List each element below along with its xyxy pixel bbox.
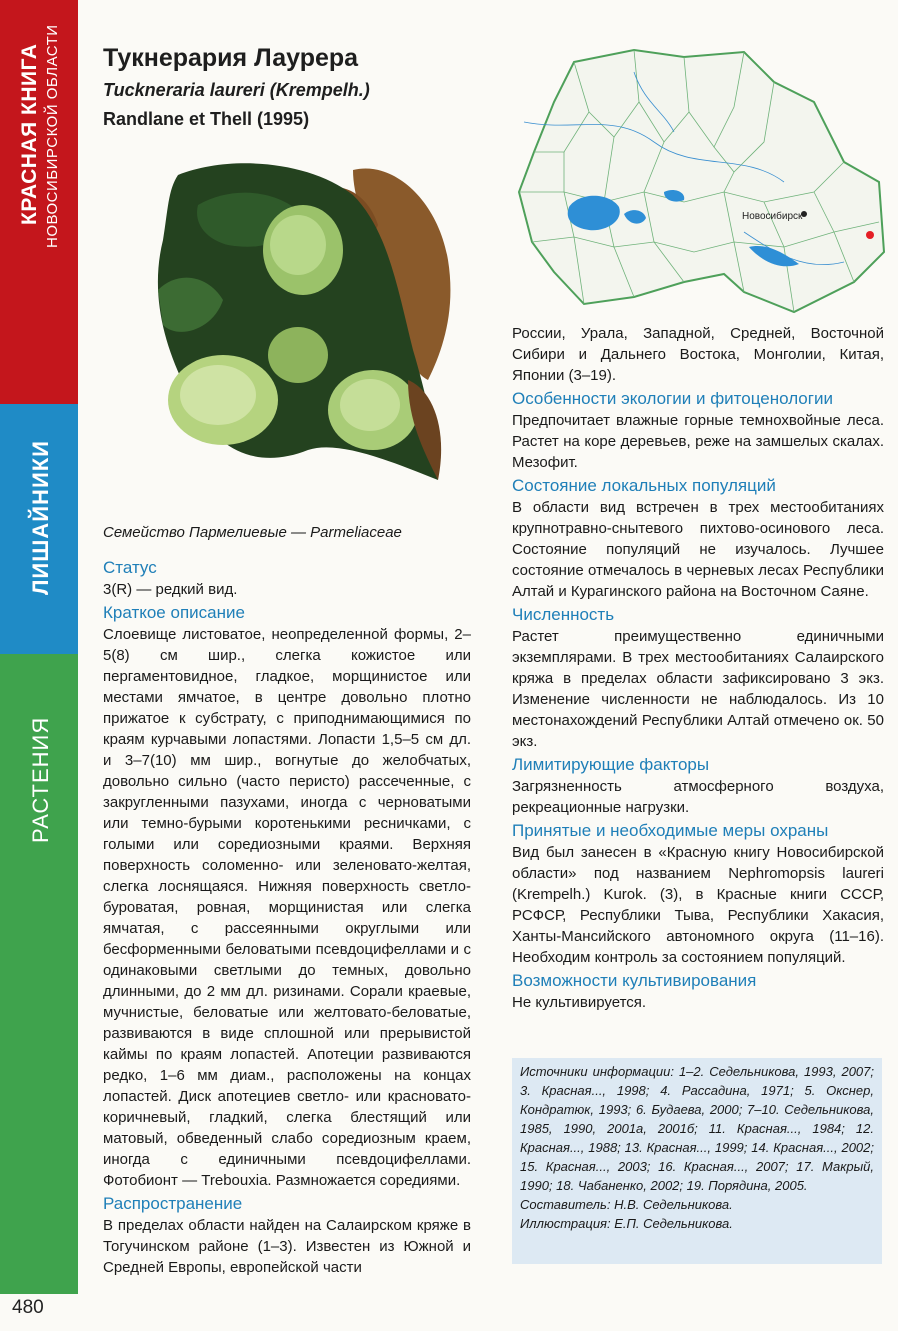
ecology-text: Предпочитает влажные горные темнохвойные леса. Растет на коре деревьев, реже на замшелых скалах. Мезофит. [512, 412, 884, 471]
sources-box [512, 1058, 882, 1264]
cultivation-heading: Возможности культивирования [512, 971, 757, 990]
description-text: Слоевище листоватое, неопределенной формы, 2–5(8) см шир., слегка кожистое или пергаментовидное, гладкое, морщинистое или местами ямчатое, в центре довольно плотно прижатое к субстрату, с приподнимающимися по краям курчавыми лопастями. Лопасти 1,5–5 см дл. и 3–7(10) мм шир., вогнутые до желобчатых, довольно сильно (часто перисто) рассеченные, с закругленными пазухами, иногда с черноватыми или темно-бурыми коротенькими ресничками, с голыми или соредиозными краями. Верхняя поверхность соломенно- или зеленовато-желтая, слегка лоснящаяся. Нижняя поверхность светло-буроватая, ровная, морщинистая или слегка ямчатая, с рассеянными округлыми или бесформенными беловатыми псевдоцифеллами и с одинаковыми светлыми до темных, довольно длинными, до 2 мм дл. ризинами. Сорали краевые, мучнистые, беловатые или желтовато-беловатые, развиваются в виде сплошной или прерывистой каймы по краям лопастей. Апотеции развиваются редко, 1–6 мм диам., расположены на концах лопастей. Диск апотециев светло- или красновато-коричневый, гладкий, слегка блестящий или матовый, обведенный слабо соредиозным краем, иногда с единичными псевдоцифеллами. Фотобионт — Trebouxia. Размножается соредиями. [103, 626, 471, 1189]
limiting-heading: Лимитирующие факторы [512, 755, 710, 774]
book-subtitle: НОВОСИБИРСКОЙ ОБЛАСТИ [44, 24, 61, 248]
page-number: 480 [12, 1297, 44, 1318]
section-plants: РАСТЕНИЯ [28, 716, 53, 843]
species-title-lat [103, 76, 370, 134]
illustrator-text: Иллюстрация: Е.П. Седельникова. [520, 1216, 733, 1231]
sources-text: Источники информации: 1–2. Седельникова, 1993, 2007; 3. Красная..., 1998; 4. Рассадина, 1971; 5. Окснер, Кондратюк, 1993; 6. Будаева, 2000; 7–10. Седельникова, 1985, 1990, 2001а, 2001б; 11. Красная..., 1984; 12. Красная..., 1988; 13. Красная..., 1999; 14. Красная..., 2002; 15. Красная..., 2003; 16. Красная..., 2007; 17. Макрый, 1990; 18. Чабаненко, 2002; 19. Порядина, 2005. [520, 1064, 874, 1193]
latin-name-line1: Tuckneraria laureri (Krempelh.) [103, 80, 370, 100]
abundance-heading: Численность [512, 605, 615, 624]
abundance-text: Растет преимущественно единичными экземплярами. В трех местообитаниях Салаирского кряжа в пределах области зафиксировано 3 экз. Изменение численности не наблюдалось. Из 10 местонахождений Республики Алтай отмечено ок. 50 экз. [512, 628, 884, 750]
species-title-ru: Тукнерария Лаурера [103, 44, 359, 72]
map-city-label: Новосибирск [742, 211, 803, 222]
populations-heading: Состояние локальных популяций [512, 476, 776, 495]
latin-name-line2: Randlane et Thell (1995) [103, 109, 310, 129]
ecology-heading: Особенности экологии и фитоценологии [512, 389, 833, 408]
protection-text: Вид был занесен в «Красную книгу Новосибирской области» под названием Nephromopsis laureri (Krempelh.) Kurok. (3), в Красные книги СССР, РСФСР, Республики Тыва, Республики Хакасия, Ханты-Мансийского автономного округа (11–16). Необходим контроль за состоянием популяций. [512, 844, 884, 966]
populations-text: В области вид встречен в трех местообитаниях крупнотравно-снытевого пихтово-осинового леса. Состояние популяций не изучалось. Лучшее состояние отмечалось в черневых лесах Республики Алтай и Курагинского района на Восточном Саяне. [512, 499, 884, 600]
distribution-map [514, 42, 888, 320]
book-title: КРАСНАЯ КНИГА [18, 43, 41, 225]
protection-heading: Принятые и необходимые меры охраны [512, 821, 829, 840]
left-column [103, 557, 471, 1280]
section-lichens: ЛИШАЙНИКИ [28, 440, 53, 595]
right-column [512, 323, 884, 1015]
status-text: 3(R) — редкий вид. [103, 581, 238, 598]
distribution-text-left: В пределах области найден на Салаирском кряже в Тогучинском районе (1–3). Известен из Южной и Средней Европы, европейской части [103, 1217, 471, 1276]
lichen-illustration [138, 150, 463, 495]
limiting-text: Загрязненность атмосферного воздуха, рекреационные нагрузки. [512, 778, 884, 816]
status-heading: Статус [103, 558, 157, 577]
distribution-text-right: России, Урала, Западной, Средней, Восточной Сибири и Дальнего Востока, Монголии, Китая, Японии (3–19). [512, 325, 884, 384]
description-heading: Краткое описание [103, 603, 245, 622]
cultivation-text: Не культивируется. [512, 994, 647, 1011]
record-marker [866, 231, 874, 239]
compiler-text: Составитель: Н.В. Седельникова. [520, 1197, 733, 1212]
family-caption: Семейство Пармелиевые — Parmeliaceae [103, 524, 402, 541]
distribution-heading: Распространение [103, 1194, 243, 1213]
